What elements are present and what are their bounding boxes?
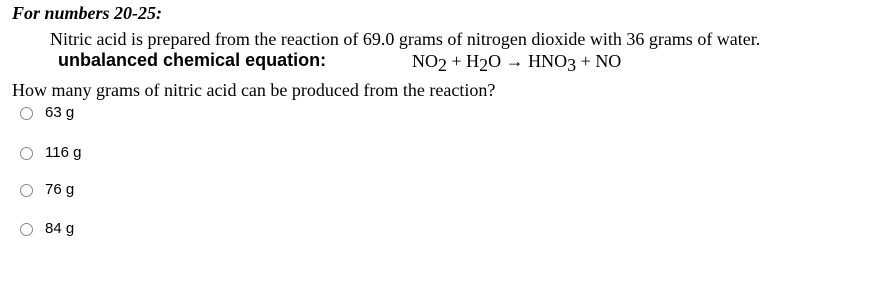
product-1: HNO bbox=[528, 51, 568, 71]
answer-option-2[interactable] bbox=[20, 143, 81, 163]
reactant-2-subscript: 2 bbox=[479, 55, 489, 75]
product-2: NO bbox=[595, 51, 622, 71]
answer-option-label: 116 g bbox=[45, 144, 82, 161]
answer-option-3[interactable] bbox=[20, 180, 74, 200]
answer-option-label: 84 g bbox=[45, 220, 75, 237]
radio-button[interactable] bbox=[20, 147, 33, 160]
radio-button[interactable] bbox=[20, 223, 33, 236]
chemical-equation bbox=[412, 50, 622, 75]
question-text: How many grams of nitric acid can be produced from the reaction? bbox=[12, 80, 496, 100]
plus-sign: + bbox=[447, 51, 467, 71]
answer-option-4[interactable] bbox=[20, 219, 74, 239]
equation-label: unbalanced chemical equation: bbox=[58, 50, 327, 70]
radio-button[interactable] bbox=[20, 184, 33, 197]
problem-intro: Nitric acid is prepared from the reaction of 69.0 grams of nitrogen dioxide with 36 grams of water. bbox=[50, 29, 761, 49]
reactant-1-subscript: 2 bbox=[438, 55, 447, 75]
reaction-arrow: → bbox=[501, 51, 529, 71]
answer-option-label: 76 g bbox=[45, 181, 75, 198]
answer-option-label: 63 g bbox=[45, 104, 75, 121]
reactant-2: H bbox=[466, 51, 480, 71]
radio-button[interactable] bbox=[20, 107, 33, 120]
product-1-subscript: 3 bbox=[567, 55, 577, 75]
reactant-1: NO bbox=[412, 51, 438, 71]
answer-option-1[interactable] bbox=[20, 103, 74, 123]
reactant-2-tail: O bbox=[488, 51, 502, 71]
plus-sign: + bbox=[576, 51, 596, 71]
section-header: For numbers 20-25: bbox=[12, 3, 163, 23]
